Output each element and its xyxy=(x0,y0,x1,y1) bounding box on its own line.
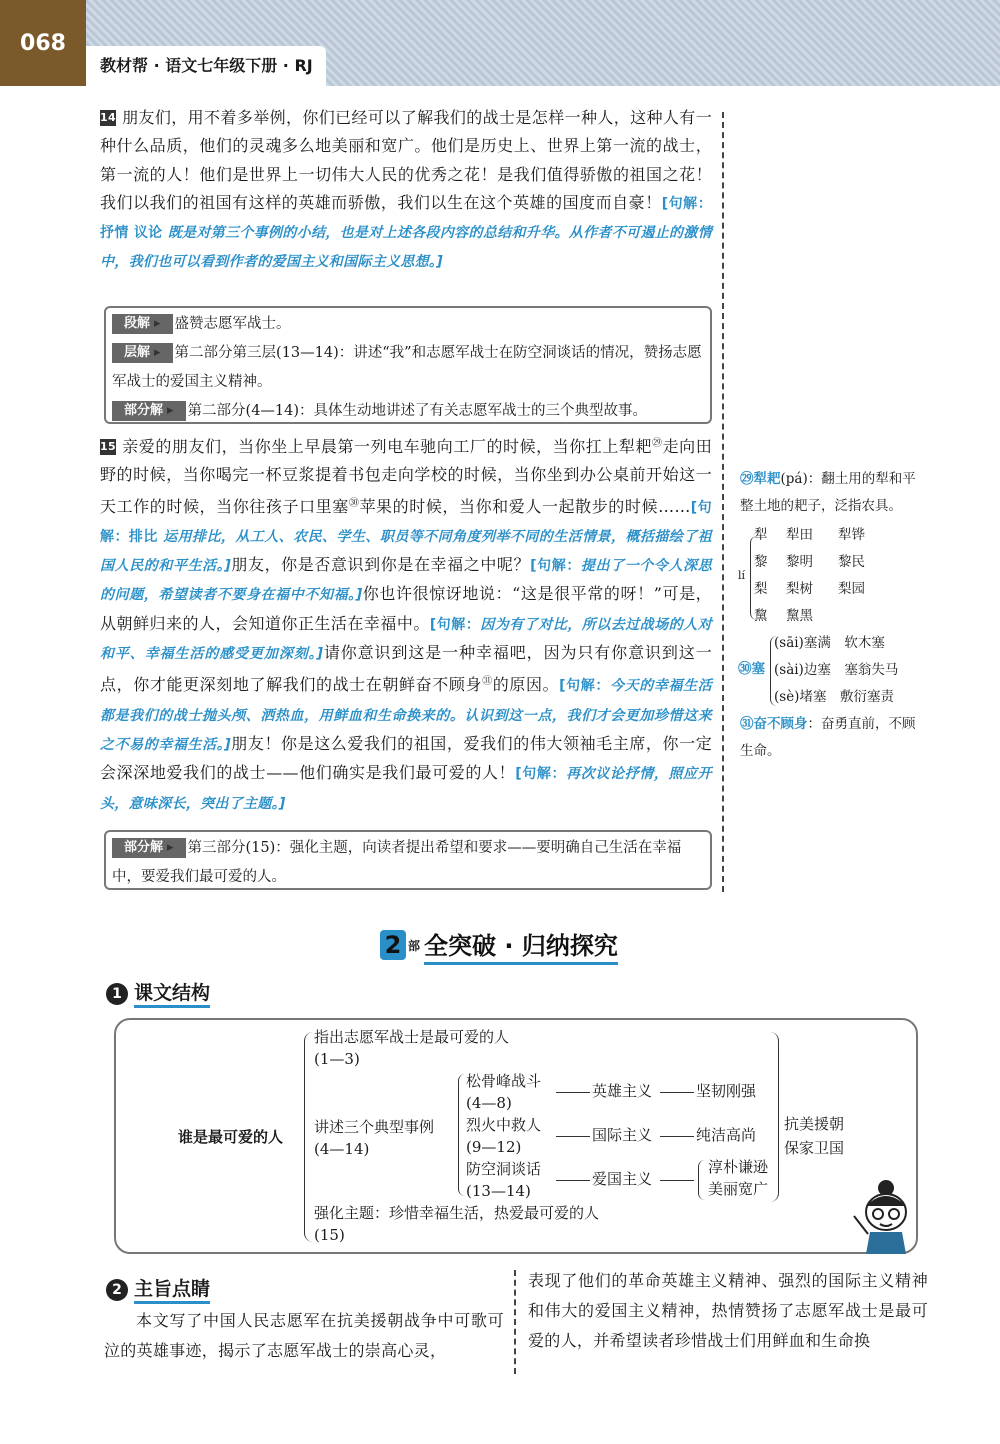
paragraph-text: 朋友们，用不着多举例，你们已经可以了解我们的战士是怎样一种人，这种人有一种什么品质，他们的灵魂多么地美丽和宽广。他们是历史上、世界上第一流的战士，第一流的人！他们是世界上一切伟大人民的优秀之花！是我们值得骄傲的祖国之花！我们以我们的祖国有这样的英雄而骄傲，我们以生在这个英雄的国度而自豪！ xyxy=(100,108,712,212)
section-badge-suffix: 部 xyxy=(408,938,421,953)
sentence-note: [句解：抒情 议论 既是对第三个事例的小结，也是对上述各段内容的总结和升华。从作者不可遏止的激情中，我们也可以看到作者的爱国主义和国际主义思想。] xyxy=(100,195,712,271)
paragraph-15: 15 亲爱的朋友们，当你坐上早晨第一列电车驰向工厂的时候，当你扛上犁耙$^㉙$走向田野的时候，当你喝完一杯豆浆提着书包走向学校的时候，当你坐到办公桌前开始这一天工作的时候，当你往孩子口里塞$^㉚$苹果的时候，当你和爱人一起散步的时候……[句解：排比 运用排比，从工人、农民、学生、职员等不同角度列举不同的生活情景，概括描绘了祖国人民的和平生活。]朋友，你是否意识到你是在幸福之中呢？[句解：提出了一个令人深思的问题，希望读者不要身在福中不知福。]你也许很惊讶地说：“这是很平常的呀！”可是，从朝鲜归来的人，会知道你正生活在幸福中。[句解：因为有了对比，所以去过战场的人对和平、幸福生活的感受更加深刻。]请你意识到这是一种幸福吧，因为只有你意识到这一点，你才能更深刻地了解我们的战士在朝鲜奋不顾身$^㉛$的原因。[句解：今天的幸福生活都是我们的战士抛头颅、洒热血，用鲜血和生命换来的。认识到这一点，我们才会更加珍惜这来之不易的幸福生活。]朋友！你是这么爱我们的祖国，爱我们的伟大领袖毛主席，你一定会深深地爱我们的战士——他们确实是我们最可爱的人！[句解：再次议论抒情，照应开头，意味深长，突出了主题。] xyxy=(100,437,713,812)
sai-row: (sāi)塞满 软木塞 xyxy=(774,635,885,651)
section-badge: 2 xyxy=(380,930,406,960)
li-word: 黧黑 xyxy=(786,608,813,624)
li-word: 黎 xyxy=(754,554,768,570)
branch-3: 强化主题：珍惜幸福生活，热爱最可爱的人 xyxy=(314,1204,600,1222)
section-heading: 全突破 · 归纳探究 xyxy=(424,926,618,965)
paragraph-14 xyxy=(100,104,712,277)
duan-tag: 段解 ▸ xyxy=(112,314,173,334)
li-word: 梨 xyxy=(754,581,768,597)
side-notes xyxy=(740,466,925,765)
event-2: 烈火中救人 xyxy=(466,1116,542,1134)
sentence-note: [句解：因为有了对比，所以去过战场的人对和平、幸福生活的感受更加深刻。] xyxy=(100,616,712,663)
li-row xyxy=(754,603,925,630)
li-word: 犁 xyxy=(754,527,768,543)
paragraph-number: 15 xyxy=(100,440,116,453)
ceng-analysis: 层解 ▸ 第二部分第三层(13—14)：讲述“我”和志愿军战士在防空洞谈话的情况，赞扬志愿军战士的爱国主义精神。 xyxy=(112,339,704,397)
sai-polyphone: ㉚塞 (sāi)塞满 软木塞 (sài)边塞 塞翁失马 (sè)堵塞 敷衍塞责 xyxy=(740,630,925,711)
bufen-analysis: 部分解 ▸ 第二部分(4—14)：具体生动地讲述了有关志愿军战士的三个典型故事。 xyxy=(112,397,704,426)
right-summary: 抗美援朝保家卫国 xyxy=(784,1115,845,1157)
column-divider xyxy=(722,112,724,892)
branch-2: 讲述三个典型事例 xyxy=(314,1118,435,1136)
section-title xyxy=(380,928,618,962)
note-31: ㉛奋不顾身：奋勇直前，不顾生命。 xyxy=(740,716,916,759)
theme-right-text: 表现了他们的革命英雄主义精神、强烈的国际主义精神和伟大的爱国主义精神，热情赞扬了志愿军战士是最可爱的人，并希望读者珍惜战士们用鲜血和生命换 xyxy=(528,1271,928,1350)
li-word: 黧 xyxy=(754,608,768,624)
page-number: 068 xyxy=(0,0,86,86)
book-title: 教材帮 · 语文七年级下册 · RJ xyxy=(86,46,326,86)
duan-analysis: 段解 ▸ 盛赞志愿军战士。 xyxy=(112,310,704,339)
sai-row: (sè)堵塞 敷衍塞责 xyxy=(774,689,894,705)
note-29: ㉙犁耙(pá)：翻土用的犁和平整土地的耙子，泛指农具。 xyxy=(740,471,916,514)
li-row xyxy=(754,576,925,603)
root-node: 谁是最可爱的人 xyxy=(178,1128,284,1146)
bufen-tag: 部分解 ▸ xyxy=(112,838,186,858)
sai-row: (sài)边塞 塞翁失马 xyxy=(774,662,899,678)
sentence-note: [句解：再次议论抒情，照应开头，意味深长，突出了主题。] xyxy=(100,766,712,812)
part-analysis-box: 部分解 ▸ 第三部分(15)：强化主题，向读者提出希望和要求——要明确自己生活在幸福中，要爱我们最可爱的人。 xyxy=(104,830,712,890)
li-word: 黎民 xyxy=(838,554,865,570)
mascot-illustration xyxy=(846,1176,926,1256)
li-homophones: lí 犁 犁田 犁铧 黎 黎明 黎民 梨 梨树 梨园 黧 黧黑 xyxy=(740,522,925,630)
structure-diagram: 谁是最可爱的人 指出志愿军战士是最可爱的人 (1—3) 讲述三个典型事例 (4—14) 松骨峰战斗 (4—8) 英雄主义 坚韧刚强 烈火中救人 (9—12) 国际主义 纯洁高尚 防空洞谈话 (13—14) 爱国主义 淳朴谦逊 美丽宽广 强化主题：珍惜幸福生活，热爱最可爱的人 (15) 抗美援朝保家卫国 xyxy=(114,1018,918,1254)
li-row xyxy=(754,522,925,549)
paragraph-number: 14 xyxy=(100,111,116,124)
li-row xyxy=(754,549,925,576)
theme-left-text: 本文写了中国人民志愿军在抗美援朝战争中可歌可泣的英雄事迹，揭示了志愿军战士的崇高心灵， xyxy=(104,1311,504,1360)
li-word: 黎明 xyxy=(786,554,813,570)
analysis-box xyxy=(104,306,712,424)
event-3: 防空洞谈话 xyxy=(466,1160,542,1178)
branch-1: 指出志愿军战士是最可爱的人 xyxy=(314,1028,510,1046)
li-word: 梨园 xyxy=(838,581,865,597)
li-word: 犁田 xyxy=(786,527,813,543)
ceng-tag: 层解 ▸ xyxy=(112,343,173,363)
event-1: 松骨峰战斗 xyxy=(466,1072,542,1090)
li-word: 犁铧 xyxy=(838,527,865,543)
bufen-tag: 部分解 ▸ xyxy=(112,401,186,421)
li-word: 梨树 xyxy=(786,581,813,597)
theme-divider xyxy=(514,1270,516,1374)
sentence-note: [句解：排比 运用排比，从工人、农民、学生、职员等不同角度列举不同的生活情景，概括描绘了祖国人民的和平生活。] xyxy=(100,499,712,575)
sentence-note: [句解：今天的幸福生活都是我们的战士抛头颅、洒热血，用鲜血和生命换来的。认识到这一点，我们才会更加珍惜这来之不易的幸福生活。] xyxy=(100,678,713,753)
sentence-note: [句解：提出了一个令人深思的问题，希望读者不要身在福中不知福。] xyxy=(100,558,712,604)
theme-heading: 2 主旨点睛 xyxy=(106,1274,210,1301)
structure-heading: 1 课文结构 xyxy=(106,978,210,1005)
